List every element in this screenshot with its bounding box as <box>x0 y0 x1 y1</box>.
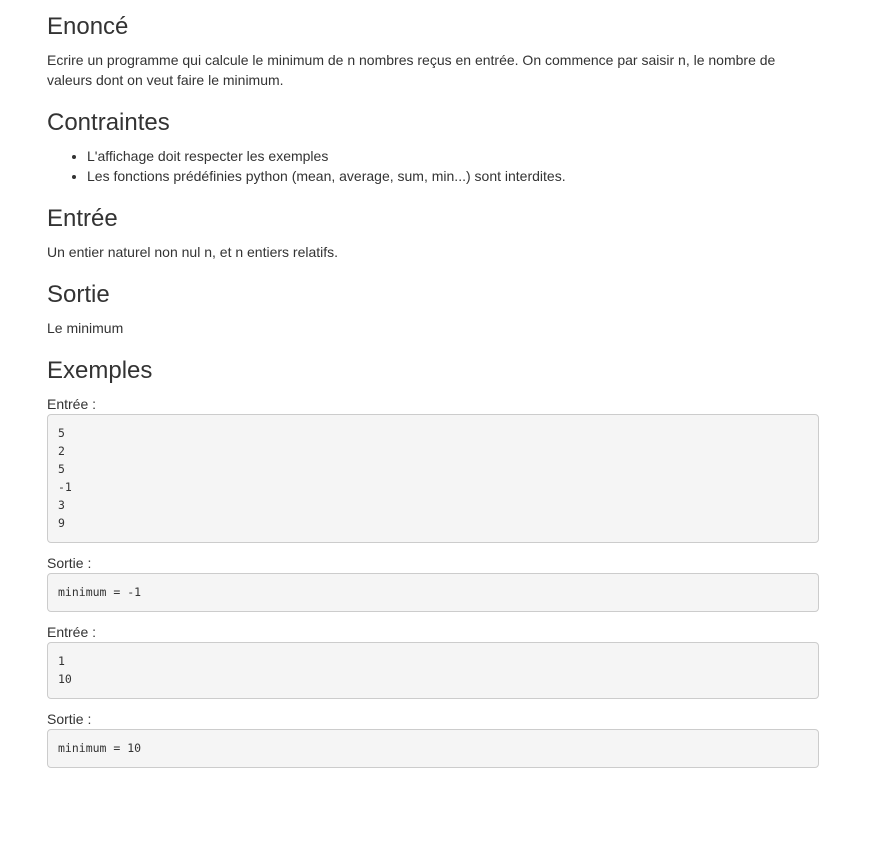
sortie-heading: Sortie <box>47 281 110 308</box>
exemples-heading: Exemples <box>47 357 153 384</box>
contraintes-list <box>47 146 847 186</box>
example-input-label: Entrée : <box>47 624 97 640</box>
list-item: • Les fonctions prédéfinies python (mean, average, sum, min...) sont interdites. <box>87 166 847 186</box>
example-output-label: Sortie : <box>47 711 92 727</box>
example-output-code-block: minimum = -1 <box>47 573 819 612</box>
example-input-code-block: 5 2 5 -1 3 9 <box>47 414 819 543</box>
enonce-heading: Enoncé <box>47 13 129 40</box>
sortie-text: Le minimum <box>47 320 124 336</box>
example-output-code-block: minimum = 10 <box>47 729 819 768</box>
example-input-label: Entrée : <box>47 396 97 412</box>
list-item: • L'affichage doit respecter les exemples <box>87 146 847 166</box>
enonce-text: Ecrire un programme qui calcule le minimum de n nombres reçus en entrée. On commence par saisir n, le nombre de valeurs dont on veut faire le minimum. <box>47 52 776 88</box>
contraintes-heading: Contraintes <box>47 109 170 136</box>
example-output-label: Sortie : <box>47 555 92 571</box>
entree-heading: Entrée <box>47 205 118 232</box>
entree-text: Un entier naturel non nul n, et n entiers relatifs. <box>47 244 339 260</box>
example-input-code-block: 1 10 <box>47 642 819 699</box>
